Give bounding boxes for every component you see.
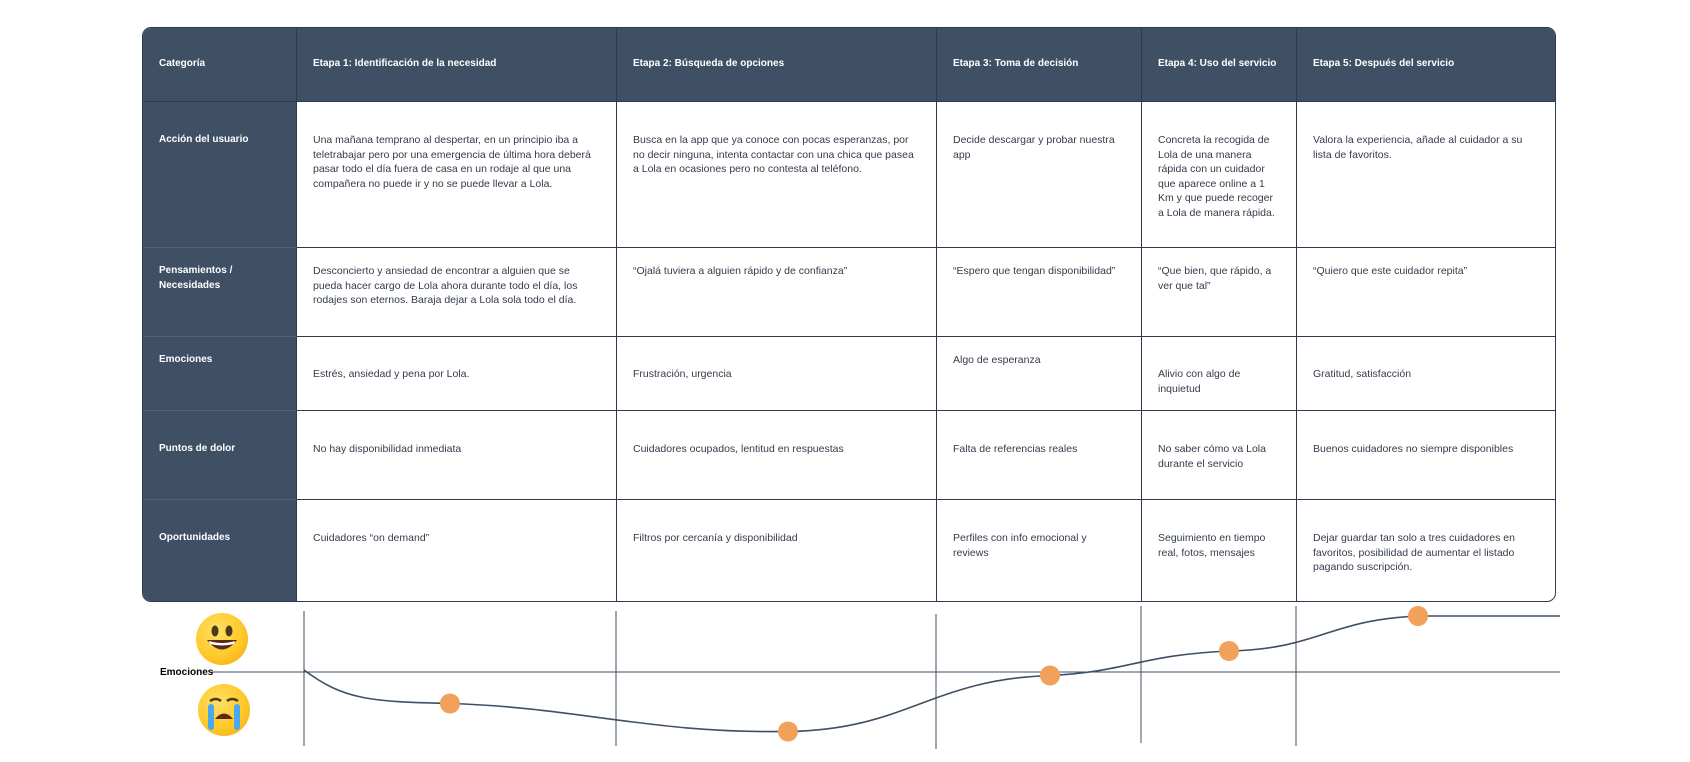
cell-user-action-stage-2: Busca en la app que ya conoce con pocas esperanzas, por no decir ninguna, intenta contactar con una chica que pasea a Lola en ocasiones pero no contesta al teléfono. (617, 102, 937, 248)
cell-pain-stage-4: No saber cómo va Lola durante el servicio (1142, 411, 1297, 500)
cell-opportunities-stage-5: Dejar guardar tan solo a tres cuidadores en favoritos, posibilidad de aumentar el listado pagando suscripción. (1313, 532, 1515, 573)
journey-table (142, 27, 1556, 602)
emotion-point-stage-1 (440, 694, 460, 714)
row-label-opportunities: Oportunidades (143, 500, 297, 602)
cell-opportunities-stage-3: Perfiles con info emocional y reviews (937, 500, 1142, 602)
emotion-point-stage-3 (1040, 666, 1060, 686)
cell-pain-stage-3: Falta de referencias reales (937, 411, 1142, 500)
header-stage-5: Etapa 5: Después del servicio (1297, 28, 1556, 102)
header-stage-4: Etapa 4: Uso del servicio (1142, 28, 1297, 102)
cell-thoughts-stage-1: Desconcierto y ansiedad de encontrar a alguien que se pueda hacer cargo de Lola ahora durante todo el día, los rodajes son eternos. Baraja dejar a Lola sola todo el día. (297, 248, 617, 337)
cell-user-action-stage-5: Valora la experiencia, añade al cuidador a su lista de favoritos. (1297, 102, 1556, 248)
cell-user-action-stage-3: Decide descargar y probar nuestra app (937, 102, 1142, 248)
cell-opportunities-stage-2: Filtros por cercanía y disponibilidad (617, 500, 937, 602)
row-label-thoughts: Pensamientos / Necesidades (143, 248, 297, 337)
header-stage-2: Etapa 2: Búsqueda de opciones (617, 28, 937, 102)
emotion-point-stage-2 (778, 722, 798, 742)
emotion-axis-label: Emociones (160, 667, 214, 678)
cell-thoughts-stage-5: “Quiero que este cuidador repita” (1297, 248, 1556, 337)
cell-opportunities-stage-1: Cuidadores “on demand” (297, 500, 617, 602)
crying-face-icon (198, 684, 250, 736)
cell-emotions-stage-4: Alivio con algo de inquietud (1142, 337, 1297, 411)
cell-emotions-stage-5: Gratitud, satisfacción (1297, 337, 1556, 411)
header-stage-1: Etapa 1: Identificación de la necesidad (297, 28, 617, 102)
cell-user-action-stage-4: Concreta la recogida de Lola de una manera rápida con un cuidador que aparece online a 1 Km y que puede recoger a Lola de manera rápida. (1142, 102, 1297, 248)
cell-opportunities-stage-4: Seguimiento en tiempo real, fotos, mensajes (1142, 500, 1297, 602)
cell-user-action-stage-1: Una mañana temprano al despertar, en un principio iba a teletrabajar pero por una emergencia de última hora deberá pasar todo el día fuera de casa en un rodaje al que una compañera no puede ir y no se puede llevar a Lola. (297, 102, 617, 248)
emotion-point-stage-5 (1408, 606, 1428, 626)
header-category: Categoría (143, 28, 297, 102)
cell-emotions-stage-2: Frustración, urgencia (617, 337, 937, 411)
emotion-point-stage-4 (1219, 641, 1239, 661)
cell-emotions-stage-3: Algo de esperanza (937, 337, 1142, 411)
cell-thoughts-stage-3: “Espero que tengan disponibilidad” (937, 248, 1142, 337)
emotion-curve (304, 616, 1560, 732)
header-stage-3: Etapa 3: Toma de decisión (937, 28, 1142, 102)
row-label-user-action: Acción del usuario (143, 102, 297, 248)
row-label-pain-points: Puntos de dolor (143, 411, 297, 500)
cell-pain-stage-1: No hay disponibilidad inmediata (297, 411, 617, 500)
cell-emotions-stage-1: Estrés, ansiedad y pena por Lola. (297, 337, 617, 411)
cell-pain-stage-2: Cuidadores ocupados, lentitud en respuestas (617, 411, 937, 500)
cell-pain-stage-5: Buenos cuidadores no siempre disponibles (1297, 411, 1556, 500)
cell-thoughts-stage-4: “Que bien, que rápido, a ver que tal” (1142, 248, 1297, 337)
row-label-emotions: Emociones (143, 337, 297, 411)
cell-thoughts-stage-2: “Ojalá tuviera a alguien rápido y de confianza” (617, 248, 937, 337)
grinning-face-icon (196, 613, 248, 665)
